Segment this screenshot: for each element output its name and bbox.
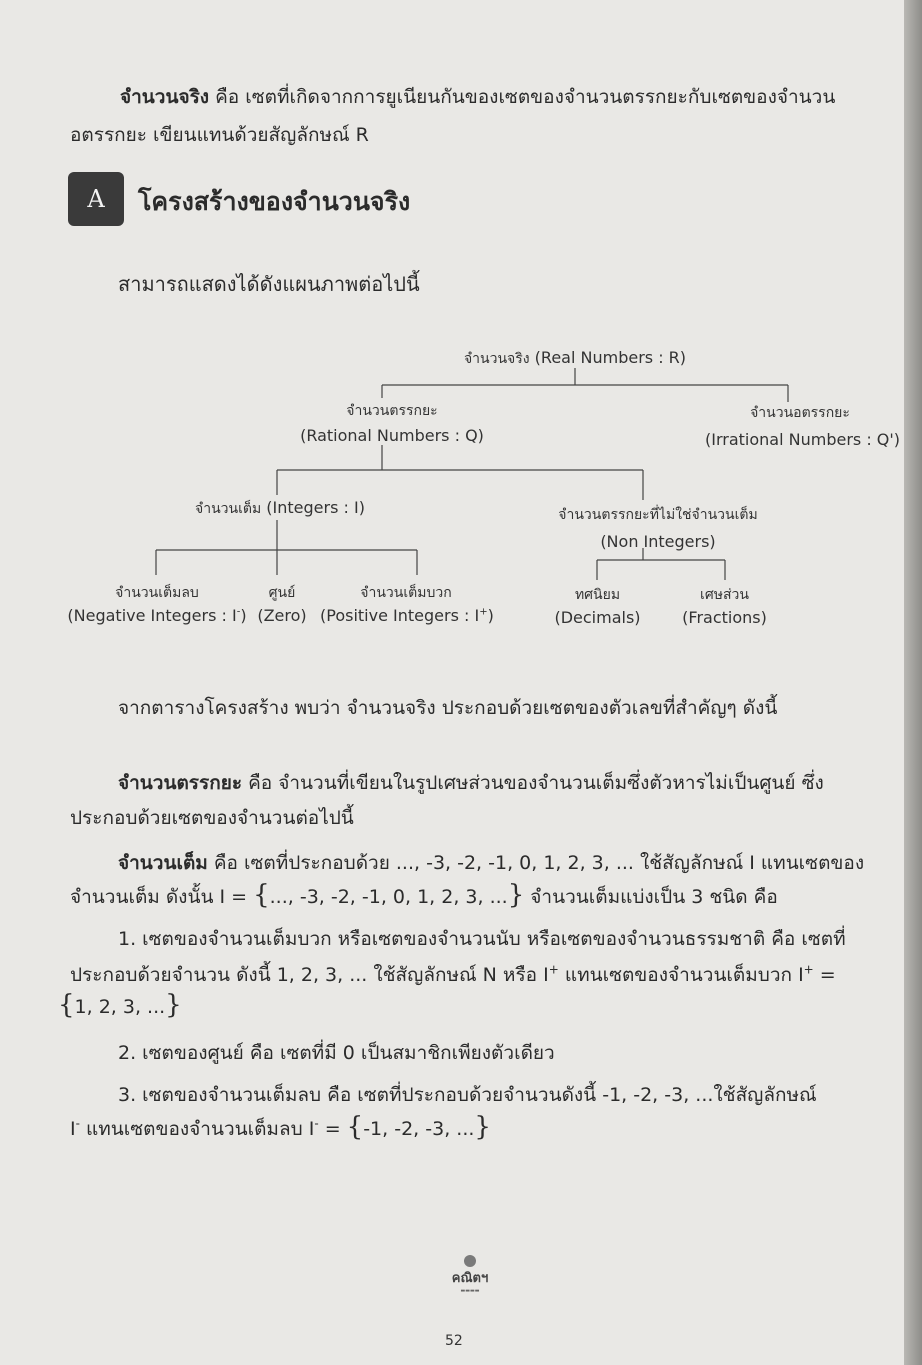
node-real [455,348,695,370]
node-rational-en: (Rational Numbers : Q) [300,426,484,445]
page-number: 52 [445,1333,463,1349]
node-decimals-en: (Decimals) [554,608,641,627]
section-badge: A [68,172,124,226]
brace-open: { [346,1112,364,1142]
node-rational [292,400,492,445]
structure-diagram [0,330,922,640]
node-negative-th: จำนวนเต็มลบ [115,585,199,601]
item3-line-2 [70,1112,491,1144]
negative-en-text: (Negative Integers : I [67,606,237,625]
node-integers-th: จำนวนเต็ม [195,501,262,517]
node-irrational-th: จำนวนอตรรกยะ [750,405,850,421]
item1-text-2a: ประกอบด้วยจำนวน ดังนี้ 1, 2, 3, ... ใช้สัญลักษณ์ N หรือ I [70,964,549,986]
brace-close: } [165,990,182,1020]
brace-open: { [58,990,75,1020]
item3-text-2b: แทนเซตของจำนวนเต็มลบ I [79,1118,315,1140]
item3-line-1: 3. เซตของจำนวนเต็มลบ คือ เซตที่ประกอบด้วยจำนวนดังนี้ -1, -2, -3, ...ใช้สัญลักษณ์ [118,1084,817,1106]
positive-en-text: (Positive Integers : I [320,606,480,625]
positive-sup: + [479,606,488,618]
item1-text-2c: = [813,964,836,986]
book-logo [446,1255,494,1307]
node-irrational-en: (Irrational Numbers : Q') [705,430,901,449]
item1-line-2 [70,960,836,990]
node-fractions-th: เศษส่วน [700,587,749,603]
node-positive-en [320,606,492,625]
intro-line-2: อตรรกยะ เขียนแทนด้วยสัญลักษณ์ R [70,124,369,146]
positive-close: ) [487,606,494,625]
integer-text-1: คือ เซตที่ประกอบด้วย ..., -3, -2, -1, 0, 1, 2, 3, ... ใช้สัญลักษณ์ I แทนเซตของ [207,852,865,874]
intro-text-1: คือ เซตที่เกิดจากการยูเนียนกันของเซตของจำนวนตรรกยะกับเซตของจำนวน [209,86,836,108]
node-non-integers [548,504,768,551]
item3-sup-1: - [75,1116,80,1131]
section-title: โครงสร้างของจำนวนจริง [138,187,411,216]
rational-def-line-1 [118,768,824,798]
node-fractions-en: (Fractions) [682,608,767,627]
logo-circle-icon [464,1255,476,1267]
logo-small-print: ▬▬▬▬ [460,1288,480,1294]
rational-term: จำนวนตรรกยะ [118,772,243,794]
node-real-th: จำนวนจริง [463,351,530,367]
item1-line-1: 1. เซตของจำนวนเต็มบวก หรือเซตของจำนวนนับ หรือเซตของจำนวนธรรมชาติ คือ เซตที่ [118,928,846,950]
item1-sup-2: + [803,962,814,977]
item3-sup-2: - [314,1116,319,1131]
node-real-en: (Real Numbers : R) [534,348,687,367]
brace-open: { [253,880,270,910]
logo-text: คณิตฯ [451,1271,489,1286]
integer-def-line-1 [118,848,864,878]
page-edge [904,0,922,1365]
node-rational-th: จำนวนตรรกยะ [346,403,438,419]
negative-sup: - [236,606,241,618]
node-non-integers-en: (Non Integers) [600,532,716,551]
node-zero-en: (Zero) [257,606,307,625]
summary-line: จากตารางโครงสร้าง พบว่า จำนวนจริง ประกอบด้วยเซตของตัวเลขที่สำคัญๆ ดังนี้ [118,697,778,719]
integer-def-line-2 [70,880,778,912]
node-decimals [550,584,645,627]
brace-close: } [474,1112,491,1142]
node-integers [190,498,370,520]
rational-def-line-2: ประกอบด้วยเซตของจำนวนต่อไปนี้ [70,807,354,829]
integer-text-2a: จำนวนเต็ม ดังนั้น I = [70,886,254,908]
intro-line-1 [120,82,835,112]
node-zero-th: ศูนย์ [268,585,296,601]
diagram-intro: สามารถแสดงได้ดังแผนภาพต่อไปนี้ [118,272,420,296]
item1-set: 1, 2, 3, ... [74,996,166,1018]
node-positive [320,582,492,625]
rational-text-1: คือ จำนวนที่เขียนในรูปเศษส่วนของจำนวนเต็มซึ่งตัวหารไม่เป็นศูนย์ ซึ่ง [242,772,824,794]
integer-set: ..., -3, -2, -1, 0, 1, 2, 3, ... [269,886,508,908]
integer-term: จำนวนเต็ม [118,852,208,874]
node-positive-th: จำนวนเต็มบวก [360,585,452,601]
item3-text-2a: I [70,1118,76,1140]
node-fractions [677,584,772,627]
node-zero [252,582,312,625]
item2-line: 2. เซตของศูนย์ คือ เซตที่มี 0 เป็นสมาชิกเพียงตัวเดียว [118,1042,555,1064]
node-integers-en: (Integers : I) [266,498,365,517]
intro-term: จำนวนจริง [120,86,210,108]
node-non-integers-th: จำนวนตรรกยะที่ไม่ใช่จำนวนเต็ม [558,507,758,523]
item1-text-2b: แทนเซตของจำนวนเต็มบวก I [558,964,804,986]
node-decimals-th: ทศนิยม [574,587,621,603]
item1-sup-1: + [548,962,559,977]
node-negative [66,582,248,625]
integer-text-2b: จำนวนเต็มแบ่งเป็น 3 ชนิด คือ [524,886,778,908]
item3-text-2c: = [318,1118,347,1140]
node-irrational [705,402,901,449]
node-negative-en [66,606,248,625]
item3-set: -1, -2, -3, ... [363,1118,475,1140]
negative-close: ) [240,606,247,625]
item1-line-3 [58,990,182,1020]
brace-close: } [507,880,525,910]
